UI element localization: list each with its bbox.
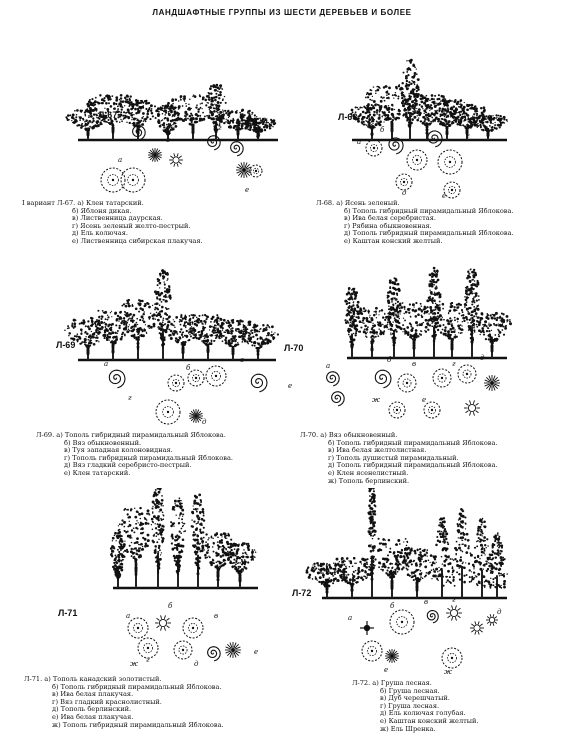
plan-marker: е (254, 648, 259, 656)
plan-marker: в (424, 120, 429, 128)
plan-marker: а (326, 362, 331, 370)
tree-3 (400, 59, 420, 140)
legend-item: е) Лиственница сибирская плакучая. (72, 236, 203, 245)
tree-4 (170, 497, 186, 588)
plan-symbol-1 (360, 621, 374, 635)
plan-symbol-5 (101, 168, 125, 192)
tree-group (344, 267, 512, 358)
legend-head: I вариант Л-67. а) Клен татарский. (22, 199, 144, 207)
plan-symbol-4 (206, 366, 226, 386)
legend-item: б) Тополь гибридный пирамидальный Яблокова. (344, 206, 514, 215)
species-legend (22, 200, 203, 246)
plan-symbol-5 (407, 150, 427, 170)
plan-symbol-3 (188, 370, 204, 386)
legend-item: д) Вяз гладкий серебристо-пестрый. (64, 461, 192, 470)
plan-marker: ж (444, 668, 452, 676)
plan-symbol-5 (458, 365, 476, 383)
plan-symbol-9 (424, 402, 440, 418)
plan-symbol-4 (438, 150, 462, 174)
plan-symbol-5 (470, 621, 484, 634)
legend-item: б) Вяз обыкновенный. (64, 438, 142, 447)
tree-7 (224, 542, 257, 588)
plan-symbol-4 (231, 142, 244, 156)
plan-symbol-7 (444, 182, 460, 198)
legend-item: в) Туя западная колоновидная. (64, 446, 173, 455)
plan-marker: д (202, 418, 207, 426)
legend-item: в) Ива белая желтолистная. (328, 446, 427, 455)
plan-symbol-7 (332, 392, 345, 406)
tree-1 (344, 287, 360, 358)
legend-item: в) Ива белая плакучая. (52, 690, 134, 699)
tree-7 (450, 508, 476, 598)
plan-symbol-2 (168, 375, 184, 391)
page-title: ЛАНДШАФТНЫЕ ГРУППЫ ИЗ ШЕСТИ ДЕРЕВЬЕВ И БОЛЕЕ (152, 8, 412, 17)
plan-marker: г (452, 596, 456, 604)
plan-symbol-7 (442, 648, 462, 668)
plan-marker: б (387, 356, 392, 364)
plan-symbol-9 (385, 649, 399, 663)
plan-marker: в (166, 136, 171, 144)
tree-6 (430, 302, 473, 358)
plan-marker: г (128, 394, 132, 402)
plan-marker: б (186, 364, 191, 372)
species-legend (36, 432, 233, 478)
legend-item: в) Лиственница даурская. (72, 214, 163, 223)
tree-3 (151, 488, 165, 588)
plan-marker: д (480, 354, 485, 362)
tree-9 (483, 532, 508, 598)
plan-symbol-1 (128, 618, 148, 638)
panel-label: Л-71 (58, 608, 78, 618)
legend-item: ж) Ель Шренка. (380, 724, 436, 733)
group-illustration (292, 488, 562, 688)
planting-plan (128, 615, 241, 661)
panel-label: Л-67 (98, 110, 118, 120)
tree-3 (367, 488, 376, 598)
plan-symbol-3 (427, 611, 438, 623)
panel-label: Л-69 (56, 340, 76, 350)
panel-label: Л-68 (338, 112, 358, 122)
tree-5 (160, 314, 205, 360)
plan-marker: в (412, 360, 417, 368)
legend-item: д) Ель колючая голубая. (380, 709, 466, 718)
plan-symbol-2 (155, 615, 171, 630)
plan-symbol-5 (156, 400, 180, 424)
panel-l69 (18, 248, 293, 484)
legend-item: в) Ива белая серебристая. (344, 214, 436, 223)
panel-l72 (292, 488, 562, 733)
plan-marker: г (146, 656, 150, 664)
plan-marker: в (240, 356, 245, 364)
plan-marker: г (452, 360, 456, 368)
plan-symbol-2 (148, 148, 162, 162)
legend-item: г) Тополь гибридный пирамидальный Яблокова. (64, 453, 234, 462)
plan-symbol-8 (389, 402, 405, 418)
legend-item: ж) Тополь гибридный пирамидальный Яблокова. (52, 720, 224, 729)
tree-7 (216, 109, 259, 140)
group-illustration (292, 248, 562, 448)
plan-symbol-2 (390, 610, 414, 634)
plan-marker: ж (130, 660, 138, 668)
legend-item: е) Клен ясенелистный. (328, 468, 409, 477)
legend-item: г) Ясень зеленый желто-пестрый. (72, 221, 191, 230)
panel-l67 (18, 30, 288, 266)
panel-label: Л-70 (284, 343, 304, 353)
legend-head: Л-71. а) Тополь канадский золотистый. (24, 675, 162, 683)
plan-marker: д (194, 660, 199, 668)
group-illustration (18, 488, 288, 688)
plan-marker: д (402, 189, 407, 197)
legend-item: д) Ель колючая. (72, 229, 128, 238)
legend-head: Л-72. а) Груша лесная. (352, 679, 432, 687)
plan-marker: в (214, 612, 219, 620)
plan-symbol-8 (169, 153, 183, 166)
species-legend (24, 676, 224, 729)
legend-item: д) Тополь берлинский. (52, 705, 132, 714)
plan-symbol-1 (366, 140, 382, 156)
plan-marker: а (348, 614, 353, 622)
legend-item: б) Яблоня дикая. (72, 206, 132, 215)
plan-symbol-2 (375, 370, 391, 388)
plan-symbol-6 (484, 375, 500, 391)
legend-item: г) Тополь душистый пирамидальный. (328, 453, 459, 462)
tree-5 (395, 547, 437, 598)
legend-item: д) Тополь гибридный пирамидальный Яблокова. (344, 229, 514, 238)
plan-marker: б (168, 602, 173, 610)
plan-symbol-10 (464, 400, 480, 415)
plan-marker: е (384, 666, 389, 674)
tree-1 (110, 532, 126, 588)
plan-symbol-6 (225, 642, 241, 658)
plan-marker: г (218, 124, 222, 132)
plan-marker: а (126, 612, 131, 620)
legend-item: д) Тополь гибридный пирамидальный Яблокова. (328, 461, 498, 470)
plan-symbol-7 (251, 374, 267, 392)
legend-item: г) Груша лесная. (380, 701, 440, 710)
panel-l68 (292, 30, 562, 266)
tree-group (350, 59, 508, 140)
legend-item: г) Рябина обыкновенная. (344, 221, 432, 230)
plan-marker: а (104, 360, 109, 368)
tree-group (65, 84, 276, 140)
plan-marker: б (380, 126, 385, 134)
plan-symbol-6 (396, 174, 412, 190)
plan-marker: е (245, 186, 250, 194)
panel-l70 (284, 248, 562, 485)
tree-7 (468, 114, 508, 140)
legend-item: е) Каштан конский желтый. (380, 716, 479, 725)
plan-symbol-1 (327, 372, 340, 386)
plan-symbol-4 (208, 647, 221, 661)
tree-6 (431, 517, 456, 598)
tree-8 (472, 312, 512, 358)
tree-2 (90, 310, 137, 360)
legend-item: е) Каштан конский желтый. (344, 236, 443, 245)
tree-group (64, 269, 279, 360)
plan-marker: б (136, 126, 141, 134)
legend-head: Л-68. а) Ясень зеленый. (316, 199, 400, 207)
plan-symbol-1 (109, 370, 125, 388)
tree-4 (154, 269, 172, 360)
plan-marker: б (390, 602, 395, 610)
tree-group (110, 488, 256, 588)
legend-head: Л-70. а) Вяз обыкновенный. (300, 431, 398, 439)
plan-symbol-6 (362, 641, 382, 661)
legend-item: в) Дуб черешчатый. (380, 694, 450, 703)
plan-marker: е (422, 396, 427, 404)
legend-item: б) Груша лесная. (380, 686, 440, 695)
tree-1 (306, 562, 348, 598)
legend-item: е) Клен татарский. (64, 468, 131, 477)
plan-symbol-9 (250, 165, 262, 177)
planting-plan (327, 365, 500, 418)
plan-symbol-7 (138, 638, 158, 658)
plan-symbol-4 (446, 605, 462, 620)
plan-symbol-3 (183, 618, 203, 638)
legend-item: е) Ива белая плакучая. (52, 712, 134, 721)
planting-plan (109, 366, 267, 424)
panel-l71 (18, 488, 288, 729)
species-legend (300, 432, 498, 485)
plan-symbol-6 (189, 409, 203, 423)
plan-symbol-3 (398, 374, 416, 392)
plan-marker: а (118, 156, 123, 164)
tree-group (306, 488, 508, 598)
planting-plan (360, 605, 498, 668)
plan-symbol-4 (433, 369, 451, 387)
plan-symbol-8 (486, 614, 498, 625)
plan-marker: г (466, 132, 470, 140)
tree-6 (184, 314, 232, 360)
legend-item: ж) Тополь берлинский. (328, 476, 410, 485)
plan-marker: д (497, 608, 502, 616)
plan-symbol-3 (208, 136, 221, 150)
species-legend (352, 680, 479, 733)
tree-6 (201, 532, 235, 588)
species-legend (316, 200, 514, 246)
plan-marker: в (424, 598, 429, 606)
plan-marker: д (256, 132, 261, 140)
plan-marker: а (357, 138, 362, 146)
plan-marker: е (288, 382, 293, 390)
plan-marker: е (442, 192, 447, 200)
legend-item: б) Тополь гибридный пирамидальный Яблокова. (328, 438, 498, 447)
panel-label: Л-72 (292, 588, 312, 598)
legend-head: Л-69. а) Тополь гибридный пирамидальный Яблокова. (36, 431, 226, 439)
plan-marker: ж (372, 396, 380, 404)
legend-item: б) Тополь гибридный пирамидальный Яблокова. (52, 682, 222, 691)
plan-symbol-5 (174, 641, 192, 659)
legend-item: г) Вяз гладкий краснолистный. (52, 697, 162, 706)
